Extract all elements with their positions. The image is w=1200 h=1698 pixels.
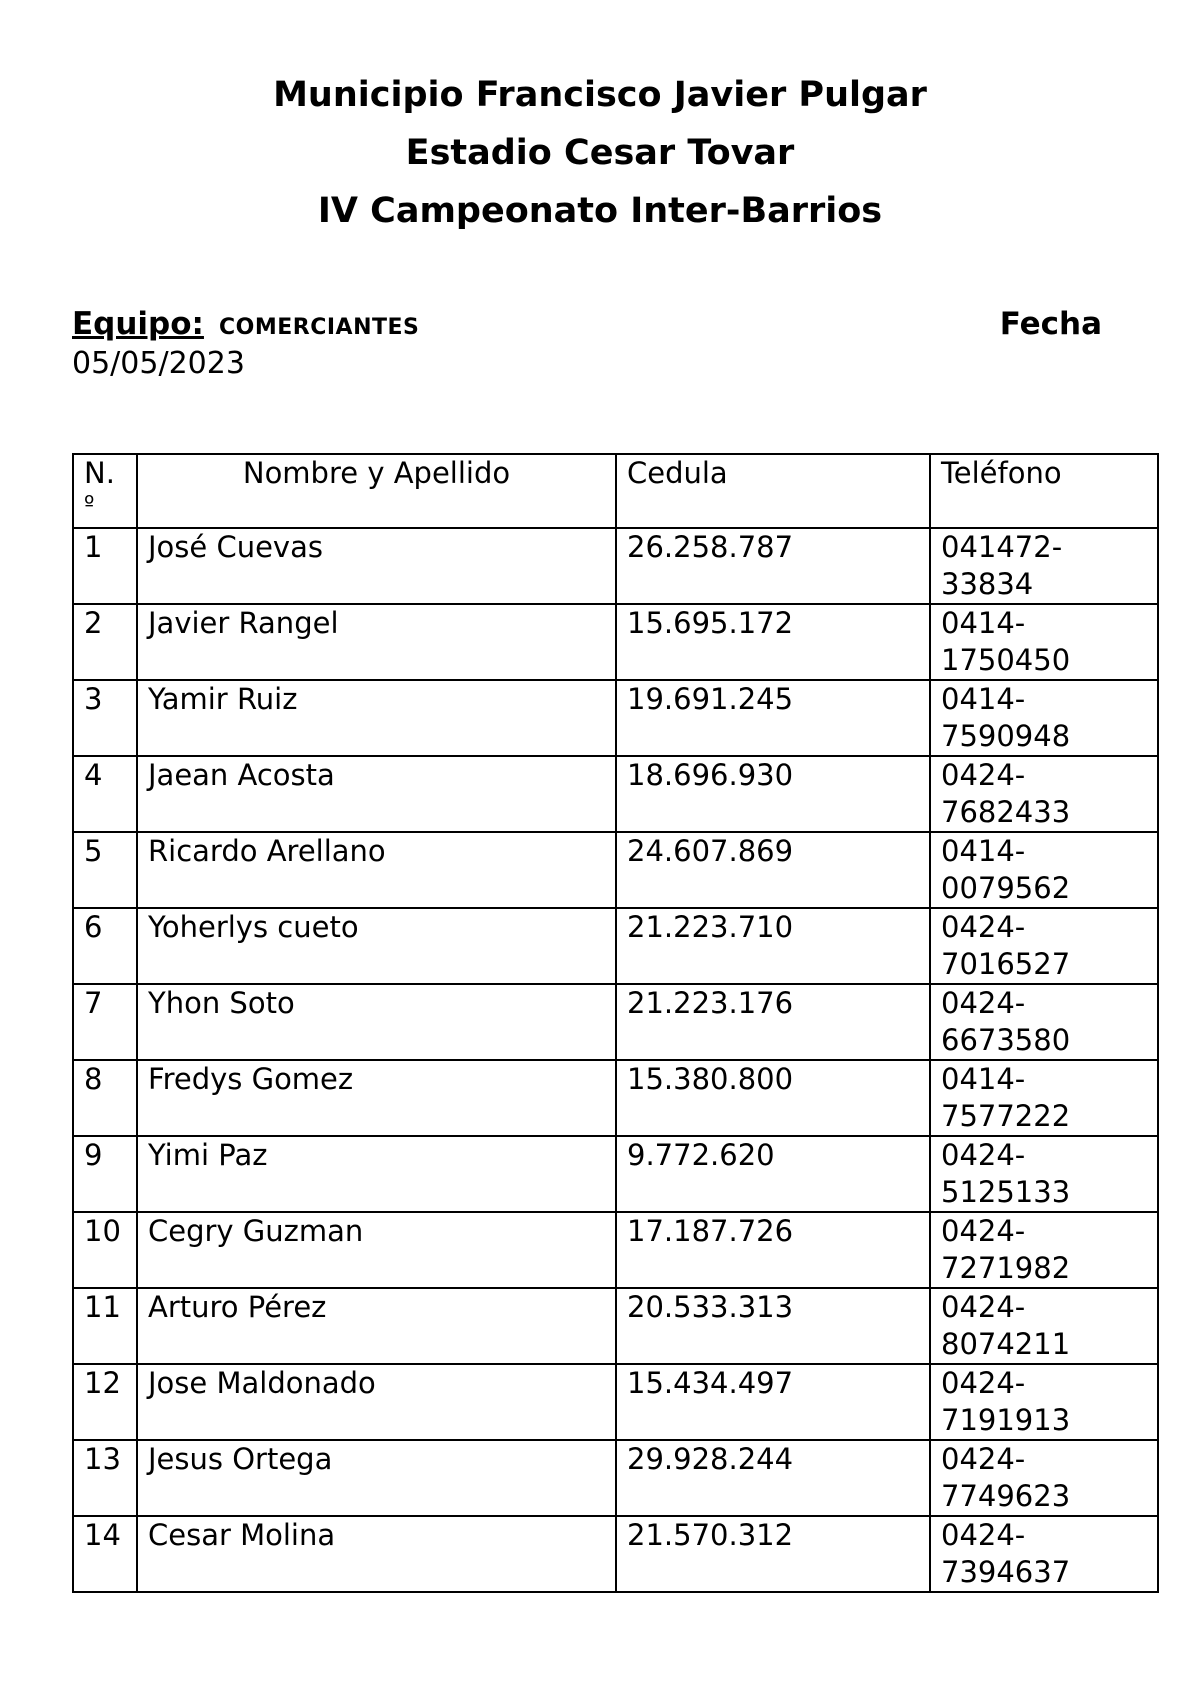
telefono-number: 7749623: [941, 1479, 1071, 1513]
telefono-number: 8074211: [941, 1327, 1071, 1361]
telefono-prefix: 0424-: [941, 910, 1026, 944]
championship-title: IV Campeonato Inter-Barrios: [317, 191, 883, 231]
player-telefono: [930, 984, 1158, 1060]
telefono-number: 7577222: [941, 1099, 1071, 1133]
row-number: 3: [73, 680, 137, 756]
player-name: Fredys Gomez: [137, 1060, 616, 1136]
table-row: [73, 1364, 1158, 1440]
telefono-number: 7682433: [941, 795, 1071, 829]
player-name: Yoherlys cueto: [137, 908, 616, 984]
table-row: [73, 528, 1158, 604]
player-cedula: 24.607.869: [616, 832, 930, 908]
telefono-prefix: 0424-: [941, 1214, 1026, 1248]
player-telefono: [930, 832, 1158, 908]
player-cedula: 15.434.497: [616, 1364, 930, 1440]
player-cedula: 18.696.930: [616, 756, 930, 832]
table-row: [73, 1060, 1158, 1136]
player-cedula: 21.223.176: [616, 984, 930, 1060]
telefono-number: 33834: [941, 567, 1034, 601]
row-number: 9: [73, 1136, 137, 1212]
telefono-number: 7394637: [941, 1555, 1071, 1589]
table-row: [73, 984, 1158, 1060]
player-telefono: [930, 1212, 1158, 1288]
row-number: 2: [73, 604, 137, 680]
player-telefono: [930, 1288, 1158, 1364]
player-telefono: [930, 1060, 1158, 1136]
table-row: [73, 908, 1158, 984]
telefono-prefix: 0424-: [941, 1518, 1026, 1552]
stadium-title: Estadio Cesar Tovar: [405, 133, 795, 173]
table-row: [73, 1440, 1158, 1516]
player-name: Arturo Pérez: [137, 1288, 616, 1364]
telefono-prefix: 0424-: [941, 1290, 1026, 1324]
table-row: [73, 604, 1158, 680]
row-number: 1: [73, 528, 137, 604]
date-label: Fecha: [999, 306, 1102, 342]
player-telefono: [930, 528, 1158, 604]
telefono-number: 7016527: [941, 947, 1071, 981]
row-number: 10: [73, 1212, 137, 1288]
telefono-prefix: 0414-: [941, 682, 1026, 716]
telefono-number: 6673580: [941, 1023, 1071, 1057]
telefono-prefix: 0414-: [941, 1062, 1026, 1096]
player-name: Yimi Paz: [137, 1136, 616, 1212]
row-number: 13: [73, 1440, 137, 1516]
telefono-number: 5125133: [941, 1175, 1071, 1209]
player-name: Jaean Acosta: [137, 756, 616, 832]
table-row: [73, 1136, 1158, 1212]
team-info-line: [72, 306, 1102, 346]
player-telefono: [930, 604, 1158, 680]
player-telefono: [930, 756, 1158, 832]
header-number-label: N.: [84, 456, 115, 490]
player-cedula: 26.258.787: [616, 528, 930, 604]
row-number: 4: [73, 756, 137, 832]
player-name: Yhon Soto: [137, 984, 616, 1060]
row-number: 8: [73, 1060, 137, 1136]
player-telefono: [930, 1364, 1158, 1440]
table-row: [73, 1516, 1158, 1592]
date-value: 05/05/2023: [72, 346, 245, 381]
player-cedula: 21.223.710: [616, 908, 930, 984]
table-row: [73, 1212, 1158, 1288]
player-name: Jose Maldonado: [137, 1364, 616, 1440]
player-name: Cegry Guzman: [137, 1212, 616, 1288]
telefono-number: 7191913: [941, 1403, 1071, 1437]
row-number: 5: [73, 832, 137, 908]
document-header: [0, 66, 1200, 240]
table-row: [73, 756, 1158, 832]
player-cedula: 21.570.312: [616, 1516, 930, 1592]
telefono-prefix: 041472-: [941, 530, 1063, 564]
roster-body: [73, 528, 1158, 1592]
player-name: Ricardo Arellano: [137, 832, 616, 908]
player-cedula: 15.695.172: [616, 604, 930, 680]
player-cedula: 20.533.313: [616, 1288, 930, 1364]
table-row: [73, 1288, 1158, 1364]
roster-table: [72, 453, 1159, 1593]
header-telefono: Teléfono: [930, 454, 1158, 528]
telefono-number: 7271982: [941, 1251, 1071, 1285]
player-name: Jesus Ortega: [137, 1440, 616, 1516]
telefono-number: 7590948: [941, 719, 1071, 753]
row-number: 14: [73, 1516, 137, 1592]
player-cedula: 17.187.726: [616, 1212, 930, 1288]
row-number: 11: [73, 1288, 137, 1364]
header-name: Nombre y Apellido: [137, 454, 616, 528]
telefono-number: 0079562: [941, 871, 1071, 905]
table-row: [73, 680, 1158, 756]
player-name: Cesar Molina: [137, 1516, 616, 1592]
telefono-prefix: 0424-: [941, 758, 1026, 792]
player-cedula: 15.380.800: [616, 1060, 930, 1136]
telefono-prefix: 0424-: [941, 1366, 1026, 1400]
team-label: Equipo:: [72, 306, 204, 342]
player-telefono: [930, 680, 1158, 756]
header-cedula: Cedula: [616, 454, 930, 528]
header-number-ordinal: º: [84, 492, 95, 517]
player-telefono: [930, 1516, 1158, 1592]
telefono-number: 1750450: [941, 643, 1071, 677]
telefono-prefix: 0414-: [941, 834, 1026, 868]
telefono-prefix: 0424-: [941, 1442, 1026, 1476]
municipality-title: Municipio Francisco Javier Pulgar: [273, 75, 927, 115]
row-number: 12: [73, 1364, 137, 1440]
player-cedula: 19.691.245: [616, 680, 930, 756]
team-name: COMERCIANTES: [219, 315, 420, 340]
telefono-prefix: 0424-: [941, 1138, 1026, 1172]
player-telefono: [930, 908, 1158, 984]
player-telefono: [930, 1440, 1158, 1516]
player-name: José Cuevas: [137, 528, 616, 604]
player-cedula: 9.772.620: [616, 1136, 930, 1212]
row-number: 6: [73, 908, 137, 984]
player-name: Yamir Ruiz: [137, 680, 616, 756]
row-number: 7: [73, 984, 137, 1060]
player-name: Javier Rangel: [137, 604, 616, 680]
table-header-row: [73, 454, 1158, 528]
player-telefono: [930, 1136, 1158, 1212]
telefono-prefix: 0424-: [941, 986, 1026, 1020]
header-number: [73, 454, 137, 528]
player-cedula: 29.928.244: [616, 1440, 930, 1516]
telefono-prefix: 0414-: [941, 606, 1026, 640]
table-row: [73, 832, 1158, 908]
